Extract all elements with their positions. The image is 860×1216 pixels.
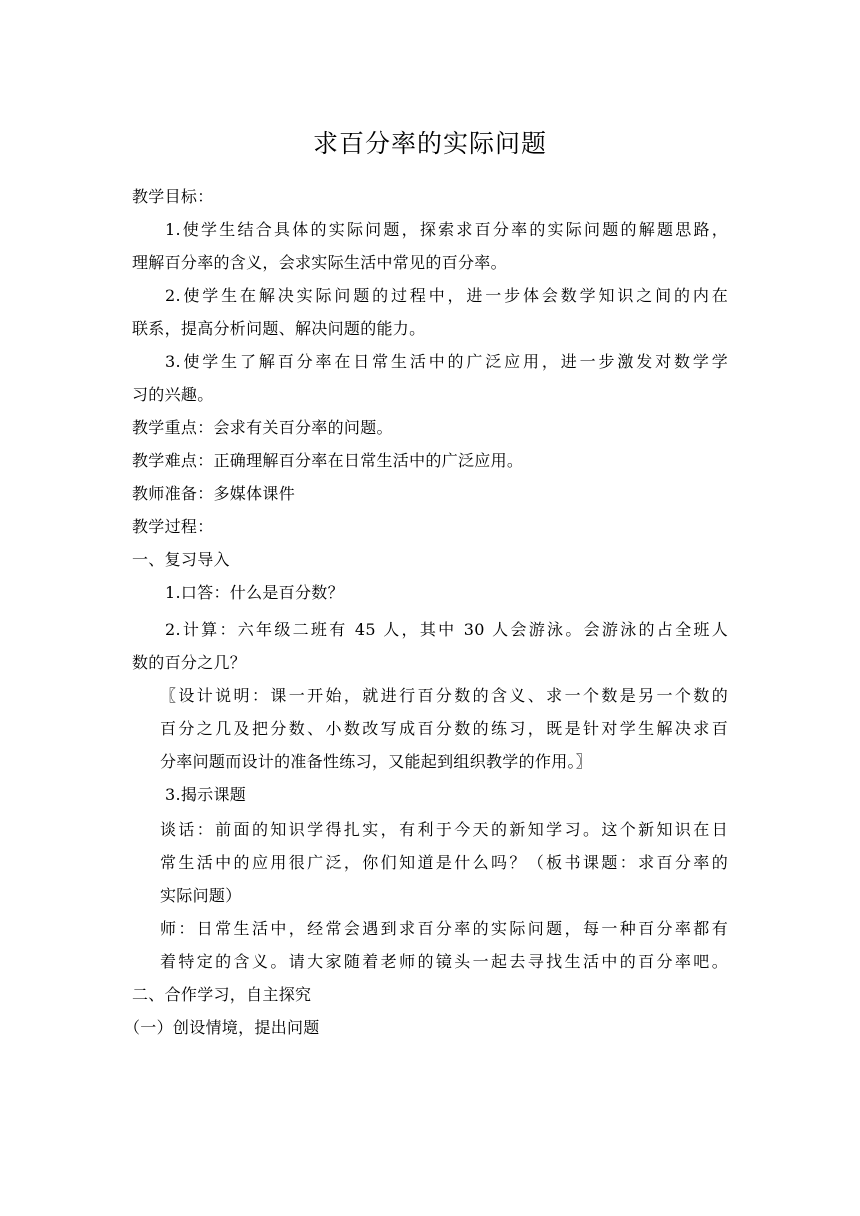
objective-1-line-1: 1.使学生结合具体的实际问题，探索求百分率的实际问题的解题思路，	[165, 220, 728, 239]
objective-1-line-2: 理解百分率的含义，会求实际生活中常见的百分率。	[132, 253, 507, 272]
subheading-create-situation: （一）创设情境，提出问题	[124, 1018, 320, 1037]
talk-line-1: 谈话：前面的知识学得扎实，有利于今天的新知学习。这个新知识在日	[160, 820, 728, 839]
section-heading-objectives: 教学目标：	[132, 187, 214, 206]
review-item-2-line-2: 数的百分之几？	[132, 653, 247, 672]
objective-3-line-2: 习的兴趣。	[132, 385, 214, 404]
objective-2-line-1: 2.使学生在解决实际问题的过程中，进一步体会数学知识之间的内在	[165, 286, 728, 305]
review-item-1: 1.口答：什么是百分数？	[165, 583, 344, 602]
difficulty-line: 教学难点：正确理解百分率在日常生活中的广泛应用。	[132, 451, 524, 470]
review-item-2-line-1: 2.计算：六年级二班有 45 人，其中 30 人会游泳。会游泳的占全班人	[165, 620, 728, 639]
teacher-line-2: 着特定的含义。请大家随着老师的镜头一起去寻找生活中的百分率吧。	[160, 952, 728, 971]
talk-line-3: 实际问题）	[160, 886, 242, 905]
document-title: 求百分率的实际问题	[312, 129, 547, 158]
heading-review-intro: 一、复习导入	[132, 550, 230, 569]
design-note-line-3: 分率问题而设计的准备性练习，又能起到组织教学的作用。〗	[160, 752, 593, 771]
preparation-line: 教师准备：多媒体课件	[132, 484, 296, 503]
teacher-line-1: 师：日常生活中，经常会遇到求百分率的实际问题，每一种百分率都有	[160, 919, 728, 938]
design-note-line-2: 百分之几及把分数、小数改写成百分数的练习，既是针对学生解决求百	[160, 719, 728, 738]
heading-cooperative-learning: 二、合作学习，自主探究	[132, 985, 312, 1004]
key-point-line: 教学重点：会求有关百分率的问题。	[132, 418, 393, 437]
design-note-line-1: 〖设计说明：课一开始，就进行百分数的含义、求一个数是另一个数的	[160, 686, 728, 705]
reveal-topic-item: 3.揭示课题	[165, 785, 247, 804]
objective-2-line-2: 联系，提高分析问题、解决问题的能力。	[132, 319, 426, 338]
objective-3-line-1: 3.使学生了解百分率在日常生活中的广泛应用，进一步激发对数学学	[165, 352, 728, 371]
talk-line-2: 常生活中的应用很广泛，你们知道是什么吗？（板书课题：求百分率的	[160, 853, 728, 872]
section-heading-process: 教学过程：	[132, 517, 214, 536]
